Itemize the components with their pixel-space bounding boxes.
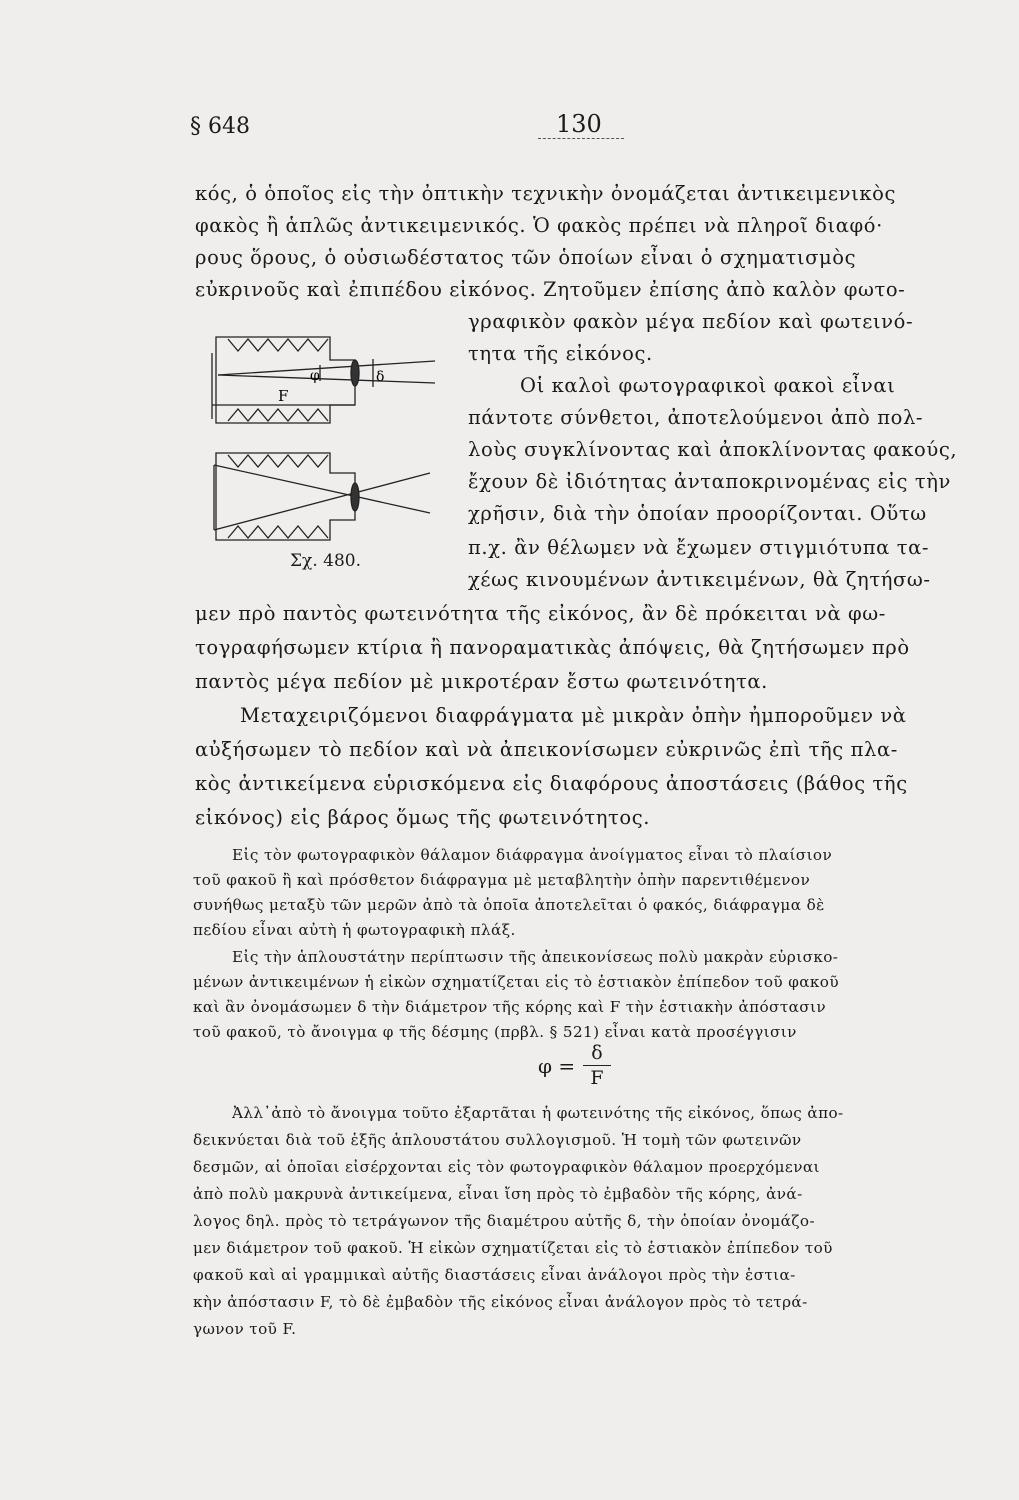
formula-numerator: δ	[591, 1042, 603, 1064]
text-line: μεν πρὸ παντὸς φωτεινότητα τῆς εἰκόνος, ἂν δὲ πρόκειται νὰ φω-	[195, 602, 886, 625]
note-line: δεσμῶν, αἱ ὁποῖαι εἰσέρχονται εἰς τὸν φωτογραφικὸν θάλαμον προερχόμεναι	[193, 1158, 820, 1176]
text-line: πάντοτε σύνθετοι, ἀποτελούμενοι ἀπὸ πολ-	[468, 406, 924, 429]
text-line: γραφικὸν φακὸν μέγα πεδίον καὶ φωτεινό-	[468, 310, 914, 333]
note-line: συνήθως μεταξὺ τῶν μερῶν ἀπὸ τὰ ὁποῖα ἀποτελεῖται ὁ φακός, διάφραγμα δὲ	[193, 896, 825, 914]
note-line: Ἀλλ᾽ἀπὸ τὸ ἄνοιγμα τοῦτο ἐξαρτᾶται ἡ φωτεινότης τῆς εἰκόνος, ὅπως ἀπο-	[232, 1104, 844, 1122]
note-line: μένων ἀντικειμένων ἡ εἰκὼν σχηματίζεται εἰς τὸ ἑστιακὸν ἐπίπεδον τοῦ φακοῦ	[193, 973, 839, 991]
text-line: χέως κινουμένων ἀντικειμένων, θὰ ζητήσω-	[468, 568, 931, 591]
note-line: μεν διάμετρον τοῦ φακοῦ. Ἡ εἰκὼν σχηματίζεται εἰς τὸ ἑστιακὸν ἐπίπεδον τοῦ	[193, 1239, 833, 1257]
text-line: φακὸς ἢ ἁπλῶς ἀντικειμενικός. Ὁ φακὸς πρέπει νὰ πληροῖ διαφό·	[195, 214, 883, 237]
text-line: κὸς ἀντικείμενα εὑρισκόμενα εἰς διαφόρους ἀποστάσεις (βάθος τῆς	[195, 772, 908, 795]
camera-lens-diagram	[200, 325, 470, 585]
figure-caption: Σχ. 480.	[290, 551, 361, 571]
formula-lhs: φ =	[538, 1054, 576, 1078]
section-number: § 648	[190, 114, 250, 139]
label-F: F	[278, 387, 289, 405]
text-line: Μεταχειριζόμενοι διαφράγματα μὲ μικρὰν ὀπὴν ἠμποροῦμεν νὰ	[240, 704, 907, 727]
text-line: π.χ. ἂν θέλωμεν νὰ ἔχωμεν στιγμιότυπα τα-	[468, 536, 930, 559]
note-line: πεδίου εἶναι αὐτὴ ἡ φωτογραφικὴ πλάξ.	[193, 921, 516, 939]
upper-bellows	[228, 339, 328, 351]
text-line: ἔχουν δὲ ἰδιότητας ἀνταποκρινομένας εἰς τὴν	[468, 470, 951, 493]
note-line: λογος δηλ. πρὸς τὸ τετράγωνον τῆς διαμέτρου αὐτῆς δ, τὴν ὁποίαν ὀνομάζο-	[193, 1212, 816, 1230]
fraction-bar	[583, 1065, 611, 1066]
note-line: Εἰς τὸν φωτογραφικὸν θάλαμον διάφραγμα ἀνοίγματος εἶναι τὸ πλαίσιον	[232, 846, 833, 864]
text-line: εἰκόνος) εἰς βάρος ὅμως τῆς φωτεινότητος.	[195, 806, 651, 829]
text-line: λοὺς συγκλίνοντας καὶ ἀποκλίνοντας φακούς,	[468, 438, 958, 461]
text-line: ρους ὅρους, ὁ οὐσιωδέστατος τῶν ὁποίων εἶναι ὁ σχηματισμὸς	[195, 246, 857, 269]
note-line: ἀπὸ πολὺ μακρυνὰ ἀντικείμενα, εἶναι ἴση πρὸς τὸ ἐμβαδὸν τῆς κόρης, ἀνά-	[193, 1185, 803, 1203]
page-number: 130	[556, 110, 602, 138]
text-line: εὐκρινοῦς καὶ ἐπιπέδου εἰκόνος. Ζητοῦμεν ἐπίσης ἀπὸ καλὸν φωτο-	[195, 278, 906, 301]
note-line: καὶ ἂν ὀνομάσωμεν δ τὴν διάμετρον τῆς κόρης καὶ F τὴν ἑστιακὴν ἀπόστασιν	[193, 998, 827, 1016]
text-line: χρῆσιν, διὰ τὴν ὁποίαν προορίζονται. Οὕτω	[468, 502, 927, 525]
text-line: Οἱ καλοὶ φωτογραφικοὶ φακοὶ εἶναι	[520, 374, 896, 397]
label-delta: δ	[376, 369, 385, 385]
formula-denominator: F	[590, 1067, 604, 1089]
lower-bellows	[228, 455, 328, 467]
page-number-underline	[538, 138, 624, 139]
text-line: παντὸς μέγα πεδίον μὲ μικροτέραν ἔστω φωτεινότητα.	[195, 670, 768, 693]
note-line: τοῦ φακοῦ, τὸ ἄνοιγμα φ τῆς δέσμης (πρβλ. § 521) εἶναι κατὰ προσέγγισιν	[193, 1023, 797, 1041]
label-phi: φ	[310, 368, 320, 384]
text-line: τογραφήσωμεν κτίρια ἢ πανοραματικὰς ἀπόψεις, θὰ ζητήσωμεν πρὸ	[195, 636, 910, 659]
note-line: κὴν ἀπόστασιν F, τὸ δὲ ἐμβαδὸν τῆς εἰκόνος εἶναι ἀνάλογον πρὸς τὸ τετρά-	[193, 1293, 808, 1311]
formula-fraction	[583, 1042, 611, 1089]
note-line: φακοῦ καὶ αἱ γραμμικαὶ αὐτῆς διαστάσεις εἶναι ἀνάλογοι πρὸς τὴν ἑστια-	[193, 1266, 796, 1284]
text-line: τητα τῆς εἰκόνος.	[468, 342, 653, 365]
text-line: αὐξήσωμεν τὸ πεδίον καὶ νὰ ἀπεικονίσωμεν εὐκρινῶς ἐπὶ τῆς πλα-	[195, 738, 898, 761]
note-line: Εἰς τὴν ἁπλουστάτην περίπτωσιν τῆς ἀπεικονίσεως πολὺ μακρὰν εὑρισκο-	[232, 948, 839, 966]
note-line: δεικνύεται διὰ τοῦ ἑξῆς ἁπλουστάτου συλλογισμοῦ. Ἡ τομὴ τῶν φωτεινῶν	[193, 1131, 802, 1149]
upper-lens	[351, 360, 359, 386]
text-line: κός, ὁ ὁποῖος εἰς τὴν ὀπτικὴν τεχνικὴν ὀνομάζεται ἀντικειμενικὸς	[195, 182, 896, 205]
lower-lens	[351, 483, 359, 511]
note-line: τοῦ φακοῦ ἢ καὶ πρόσθετον διάφραγμα μὲ μεταβλητὴν ὀπὴν παρεντιθέμενον	[193, 871, 811, 889]
note-line: γωνον τοῦ F.	[193, 1320, 297, 1338]
